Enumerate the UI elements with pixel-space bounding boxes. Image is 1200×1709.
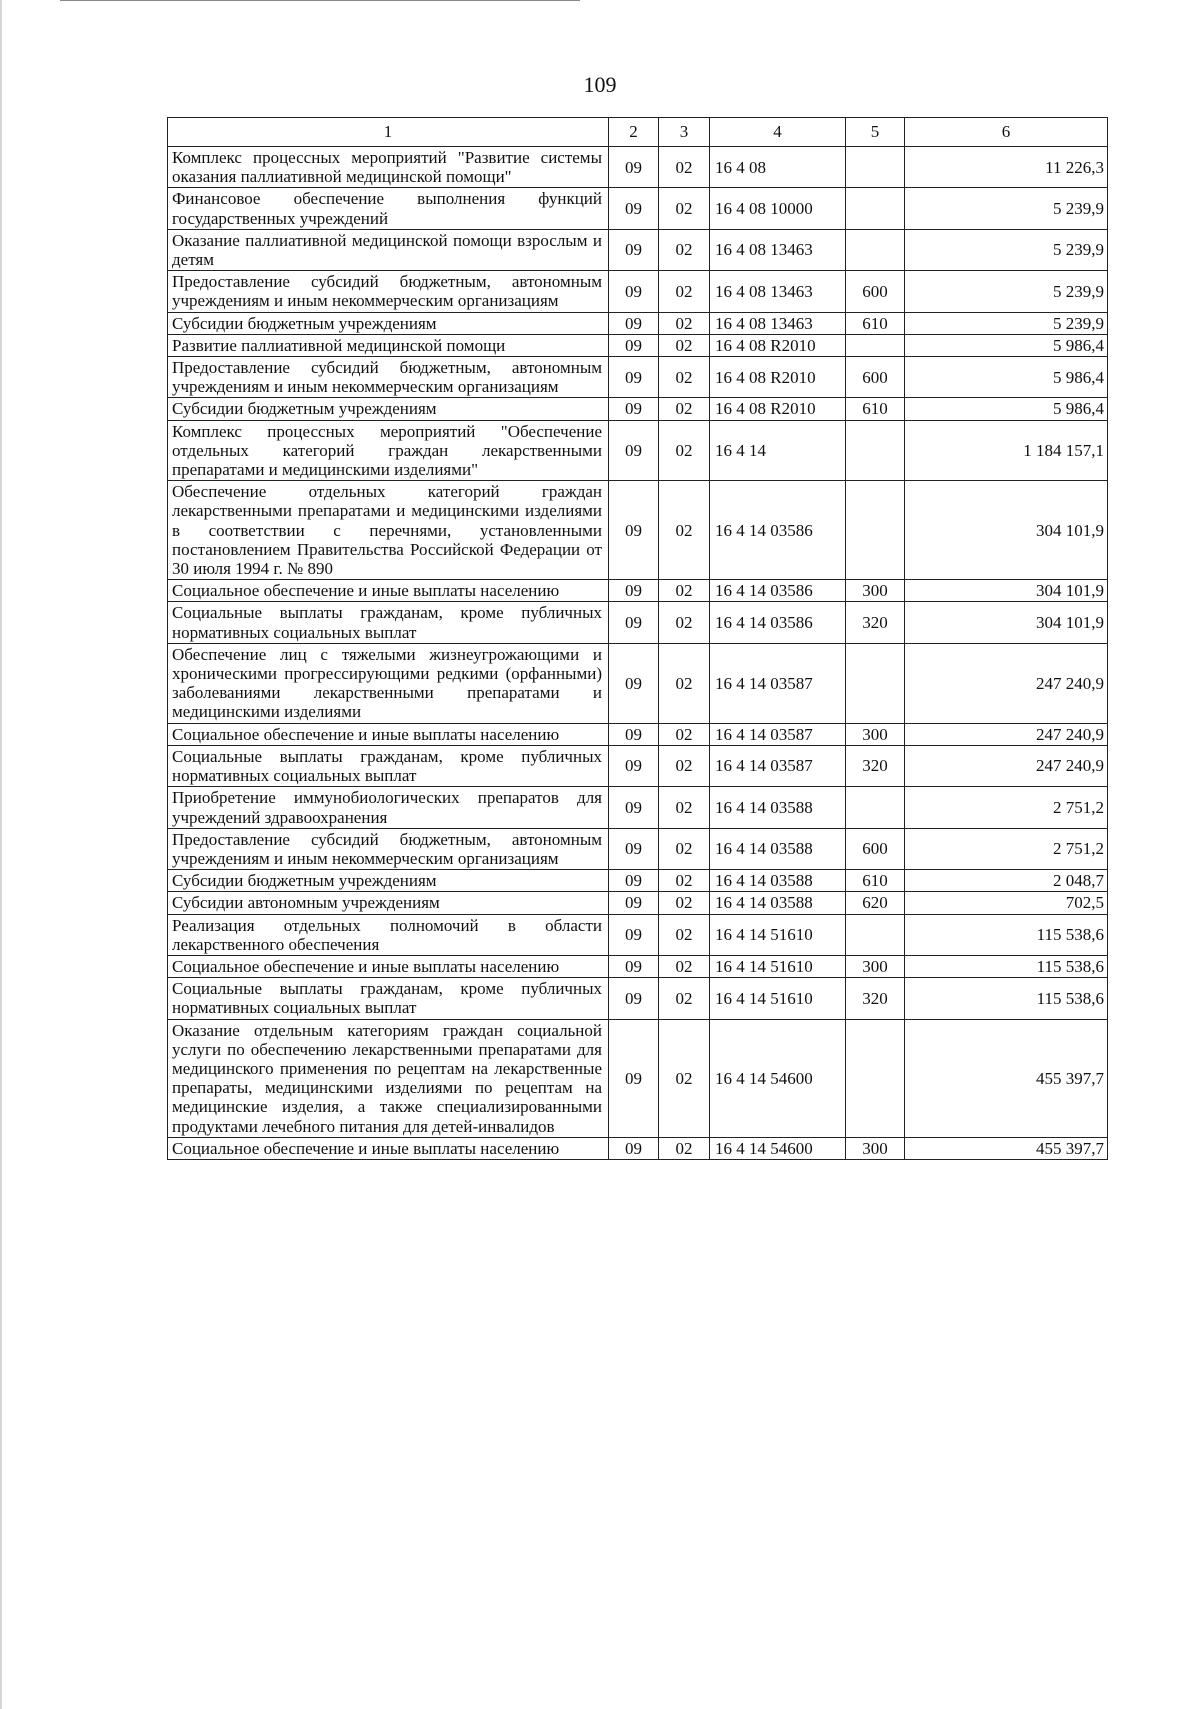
row-subsection-cell: 02 [659,147,710,188]
row-subsection-cell: 02 [659,955,710,977]
row-section-cell: 09 [609,978,659,1019]
row-section-cell: 09 [609,955,659,977]
row-section-cell: 09 [609,870,659,892]
table-row [168,229,1108,270]
row-target-article-cell: 16 4 14 03587 [710,723,846,745]
header-col-2: 2 [609,118,659,147]
row-subsection-cell: 02 [659,398,710,420]
row-target-article-cell: 16 4 08 13463 [710,229,846,270]
header-col-3: 3 [659,118,710,147]
row-name-cell: Развитие паллиативной медицинской помощи [168,334,609,356]
table-row [168,1137,1108,1159]
row-expense-type-cell [846,481,905,580]
row-target-article-cell: 16 4 08 [710,147,846,188]
row-subsection-cell: 02 [659,357,710,398]
row-subsection-cell: 02 [659,334,710,356]
row-section-cell: 09 [609,787,659,828]
table-row [168,1019,1108,1137]
row-amount-cell: 304 101,9 [905,481,1108,580]
row-target-article-cell: 16 4 08 10000 [710,188,846,229]
row-target-article-cell: 16 4 14 51610 [710,955,846,977]
row-name-cell: Реализация отдельных полномочий в области лекарственного обеспечения [168,914,609,955]
row-section-cell: 09 [609,745,659,786]
row-section-cell: 09 [609,914,659,955]
row-amount-cell: 247 240,9 [905,745,1108,786]
header-col-6: 6 [905,118,1108,147]
row-amount-cell: 5 239,9 [905,188,1108,229]
table-row [168,420,1108,481]
header-col-4: 4 [710,118,846,147]
table-row [168,398,1108,420]
table-row [168,892,1108,914]
table-row [168,787,1108,828]
row-expense-type-cell [846,229,905,270]
row-name-cell: Социальное обеспечение и иные выплаты населению [168,580,609,602]
row-amount-cell: 304 101,9 [905,580,1108,602]
row-name-cell: Субсидии бюджетным учреждениям [168,870,609,892]
row-name-cell: Обеспечение отдельных категорий граждан лекарственными препаратами и медицинскими изделиями в соответствии с перечнями, установленными постановлением Правительства Российской Федерации от 30 июля 1994 г. № 890 [168,481,609,580]
row-amount-cell: 2 048,7 [905,870,1108,892]
row-name-cell: Социальные выплаты гражданам, кроме публичных нормативных социальных выплат [168,745,609,786]
row-expense-type-cell [846,188,905,229]
row-subsection-cell: 02 [659,271,710,312]
row-amount-cell: 115 538,6 [905,914,1108,955]
table-row [168,602,1108,643]
row-subsection-cell: 02 [659,580,710,602]
table-row [168,188,1108,229]
row-target-article-cell: 16 4 14 51610 [710,914,846,955]
row-section-cell: 09 [609,188,659,229]
row-target-article-cell: 16 4 08 R2010 [710,398,846,420]
row-amount-cell: 247 240,9 [905,723,1108,745]
row-name-cell: Субсидии бюджетным учреждениям [168,398,609,420]
row-subsection-cell: 02 [659,643,710,723]
row-section-cell: 09 [609,828,659,869]
table-row [168,828,1108,869]
row-target-article-cell: 16 4 14 03588 [710,870,846,892]
row-target-article-cell: 16 4 14 03588 [710,828,846,869]
row-subsection-cell: 02 [659,312,710,334]
row-amount-cell: 2 751,2 [905,828,1108,869]
row-name-cell: Субсидии автономным учреждениям [168,892,609,914]
table-row [168,147,1108,188]
row-target-article-cell: 16 4 14 03587 [710,643,846,723]
table-row [168,271,1108,312]
row-expense-type-cell [846,914,905,955]
row-section-cell: 09 [609,312,659,334]
row-target-article-cell: 16 4 08 13463 [710,312,846,334]
row-amount-cell: 5 239,9 [905,312,1108,334]
table-row [168,481,1108,580]
row-amount-cell: 5 239,9 [905,271,1108,312]
row-expense-type-cell: 600 [846,828,905,869]
row-subsection-cell: 02 [659,787,710,828]
row-expense-type-cell [846,420,905,481]
row-section-cell: 09 [609,1019,659,1137]
row-target-article-cell: 16 4 14 54600 [710,1019,846,1137]
row-expense-type-cell [846,1019,905,1137]
row-subsection-cell: 02 [659,229,710,270]
row-name-cell: Социальное обеспечение и иные выплаты населению [168,723,609,745]
row-target-article-cell: 16 4 14 03587 [710,745,846,786]
row-name-cell: Обеспечение лиц с тяжелыми жизнеугрожающими и хроническими прогрессирующими редкими (орфанными) заболеваниями лекарственными препаратами и медицинскими изделиями [168,643,609,723]
row-subsection-cell: 02 [659,745,710,786]
row-section-cell: 09 [609,580,659,602]
table-row [168,643,1108,723]
row-target-article-cell: 16 4 14 51610 [710,978,846,1019]
row-section-cell: 09 [609,481,659,580]
row-name-cell: Оказание отдельным категориям граждан социальной услуги по обеспечению лекарственными препаратами для медицинского применения по рецептам на лекарственные препараты, медицинскими изделиями по рецептам на медицинские изделия, а также специализированными продуктами лечебного питания для детей-инвалидов [168,1019,609,1137]
row-target-article-cell: 16 4 14 03586 [710,580,846,602]
row-expense-type-cell: 610 [846,398,905,420]
table-row [168,978,1108,1019]
scan-top-line [60,0,580,1]
row-section-cell: 09 [609,1137,659,1159]
row-target-article-cell: 16 4 08 R2010 [710,357,846,398]
row-section-cell: 09 [609,643,659,723]
row-name-cell: Социальные выплаты гражданам, кроме публичных нормативных социальных выплат [168,978,609,1019]
row-section-cell: 09 [609,229,659,270]
row-subsection-cell: 02 [659,828,710,869]
row-target-article-cell: 16 4 08 R2010 [710,334,846,356]
row-expense-type-cell [846,334,905,356]
row-name-cell: Предоставление субсидий бюджетным, автономным учреждениям и иным некоммерческим организациям [168,271,609,312]
row-name-cell: Оказание паллиативной медицинской помощи взрослым и детям [168,229,609,270]
table-row [168,955,1108,977]
header-col-1: 1 [168,118,609,147]
row-expense-type-cell [846,643,905,723]
row-expense-type-cell: 320 [846,978,905,1019]
row-subsection-cell: 02 [659,1137,710,1159]
row-expense-type-cell: 320 [846,745,905,786]
row-expense-type-cell: 620 [846,892,905,914]
row-expense-type-cell: 300 [846,955,905,977]
row-expense-type-cell: 600 [846,357,905,398]
row-section-cell: 09 [609,271,659,312]
row-section-cell: 09 [609,602,659,643]
row-name-cell: Предоставление субсидий бюджетным, автономным учреждениям и иным некоммерческим организациям [168,357,609,398]
row-name-cell: Комплекс процессных мероприятий "Развитие системы оказания паллиативной медицинской помощи" [168,147,609,188]
budget-table [167,117,1108,1160]
table-row [168,914,1108,955]
row-name-cell: Приобретение иммунобиологических препаратов для учреждений здравоохранения [168,787,609,828]
row-expense-type-cell: 300 [846,580,905,602]
row-subsection-cell: 02 [659,602,710,643]
row-name-cell: Комплекс процессных мероприятий "Обеспечение отдельных категорий граждан лекарственными препаратами и медицинскими изделиями" [168,420,609,481]
page-number: 109 [583,72,617,97]
row-expense-type-cell: 610 [846,312,905,334]
row-target-article-cell: 16 4 14 [710,420,846,481]
row-expense-type-cell: 320 [846,602,905,643]
row-amount-cell: 304 101,9 [905,602,1108,643]
row-target-article-cell: 16 4 08 13463 [710,271,846,312]
table-row [168,870,1108,892]
scan-edge-shadow [0,0,2,1709]
row-section-cell: 09 [609,420,659,481]
row-amount-cell: 247 240,9 [905,643,1108,723]
row-subsection-cell: 02 [659,914,710,955]
row-amount-cell: 702,5 [905,892,1108,914]
row-amount-cell: 5 986,4 [905,398,1108,420]
row-expense-type-cell: 300 [846,1137,905,1159]
row-target-article-cell: 16 4 14 03588 [710,787,846,828]
row-section-cell: 09 [609,892,659,914]
row-amount-cell: 455 397,7 [905,1137,1108,1159]
row-expense-type-cell: 300 [846,723,905,745]
table-row [168,580,1108,602]
row-name-cell: Социальное обеспечение и иные выплаты населению [168,955,609,977]
table-row [168,312,1108,334]
row-amount-cell: 5 239,9 [905,229,1108,270]
row-subsection-cell: 02 [659,1019,710,1137]
table-row [168,723,1108,745]
row-expense-type-cell [846,787,905,828]
row-expense-type-cell: 610 [846,870,905,892]
row-name-cell: Субсидии бюджетным учреждениям [168,312,609,334]
row-subsection-cell: 02 [659,723,710,745]
row-subsection-cell: 02 [659,188,710,229]
row-section-cell: 09 [609,334,659,356]
row-section-cell: 09 [609,723,659,745]
row-name-cell: Социальные выплаты гражданам, кроме публичных нормативных социальных выплат [168,602,609,643]
row-section-cell: 09 [609,357,659,398]
row-subsection-cell: 02 [659,892,710,914]
row-subsection-cell: 02 [659,870,710,892]
row-target-article-cell: 16 4 14 03588 [710,892,846,914]
row-amount-cell: 115 538,6 [905,978,1108,1019]
row-expense-type-cell [846,147,905,188]
row-amount-cell: 2 751,2 [905,787,1108,828]
row-amount-cell: 1 184 157,1 [905,420,1108,481]
row-target-article-cell: 16 4 14 03586 [710,481,846,580]
row-name-cell: Предоставление субсидий бюджетным, автономным учреждениям и иным некоммерческим организациям [168,828,609,869]
row-amount-cell: 5 986,4 [905,357,1108,398]
row-amount-cell: 455 397,7 [905,1019,1108,1137]
row-section-cell: 09 [609,398,659,420]
row-name-cell: Социальное обеспечение и иные выплаты населению [168,1137,609,1159]
row-name-cell: Финансовое обеспечение выполнения функций государственных учреждений [168,188,609,229]
table-header-row [168,118,1108,147]
table-body [168,118,1108,1160]
row-amount-cell: 115 538,6 [905,955,1108,977]
row-subsection-cell: 02 [659,420,710,481]
row-section-cell: 09 [609,147,659,188]
row-target-article-cell: 16 4 14 54600 [710,1137,846,1159]
table-row [168,334,1108,356]
row-target-article-cell: 16 4 14 03586 [710,602,846,643]
table-row [168,357,1108,398]
row-amount-cell: 11 226,3 [905,147,1108,188]
row-subsection-cell: 02 [659,481,710,580]
row-amount-cell: 5 986,4 [905,334,1108,356]
row-expense-type-cell: 600 [846,271,905,312]
table-row [168,745,1108,786]
row-subsection-cell: 02 [659,978,710,1019]
header-col-5: 5 [846,118,905,147]
